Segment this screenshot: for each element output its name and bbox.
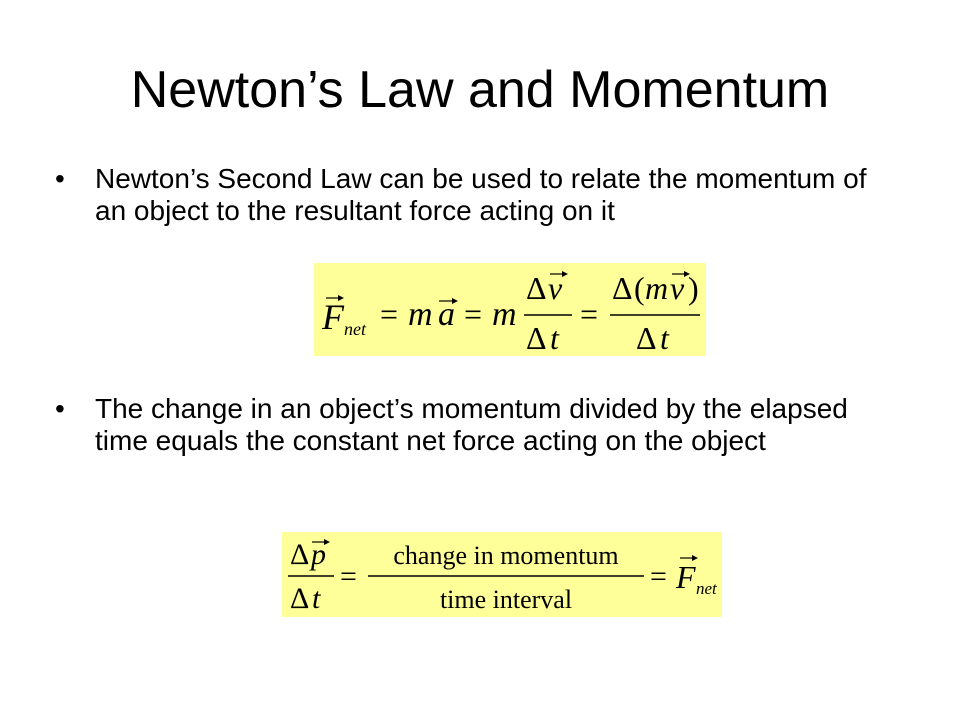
eq1-delta-2: Δ — [526, 320, 547, 356]
slide-title: Newton’s Law and Momentum — [130, 61, 830, 119]
eq2-equals-2: = — [650, 560, 667, 593]
eq1-delta-4: Δ — [636, 320, 657, 356]
vector-arrow-icon — [562, 271, 568, 277]
eq1-open-paren: ( — [634, 270, 645, 306]
eq1-t-2: t — [660, 320, 669, 356]
eq2-F: F — [676, 559, 696, 595]
eq2-delta: Δ — [290, 538, 310, 571]
eq2-denominator: time interval — [439, 585, 573, 614]
eq2-delta-2: Δ — [290, 582, 310, 615]
equation-1-graphic — [314, 263, 706, 356]
eq1-delta: Δ — [526, 270, 547, 306]
eq2-t: t — [312, 582, 321, 615]
eq2-p: p — [311, 538, 326, 571]
eq1-close-paren: ) — [688, 270, 699, 306]
eq1-equals-3: = — [580, 296, 599, 332]
bullet-item — [55, 163, 885, 273]
eq1-equals-2: = — [464, 296, 483, 332]
bullet-marker: • — [55, 393, 65, 424]
eq1-equals: = — [380, 296, 399, 332]
equation-momentum-rate — [282, 532, 722, 617]
eq2-net-subscript: net — [696, 579, 717, 598]
eq1-m-3: m — [645, 270, 669, 306]
equation-2-graphic — [282, 532, 722, 617]
eq2-numerator: change in momentum — [393, 541, 619, 570]
eq1-m: m — [408, 296, 433, 333]
eq1-net-subscript: net — [344, 319, 366, 339]
eq1-t: t — [550, 320, 559, 356]
eq1-a: a — [438, 296, 455, 333]
bullet-text: The change in an object’s momentum divided by the elapsed time equals the constant net force acting on the object — [95, 393, 848, 456]
bullet-text: Newton’s Second Law can be used to relate the momentum of an object to the resultant force acting on it — [95, 163, 867, 226]
eq2-equals: = — [340, 560, 357, 593]
eq1-delta-3: Δ — [612, 270, 633, 306]
bullet-marker: • — [55, 163, 65, 194]
eq1-v: v — [548, 270, 563, 306]
eq1-m-2: m — [492, 296, 517, 333]
eq1-v-2: v — [670, 270, 685, 306]
eq1-F: F — [322, 297, 344, 337]
equation-newton-second-law — [314, 263, 706, 356]
bullet-item — [55, 393, 885, 503]
